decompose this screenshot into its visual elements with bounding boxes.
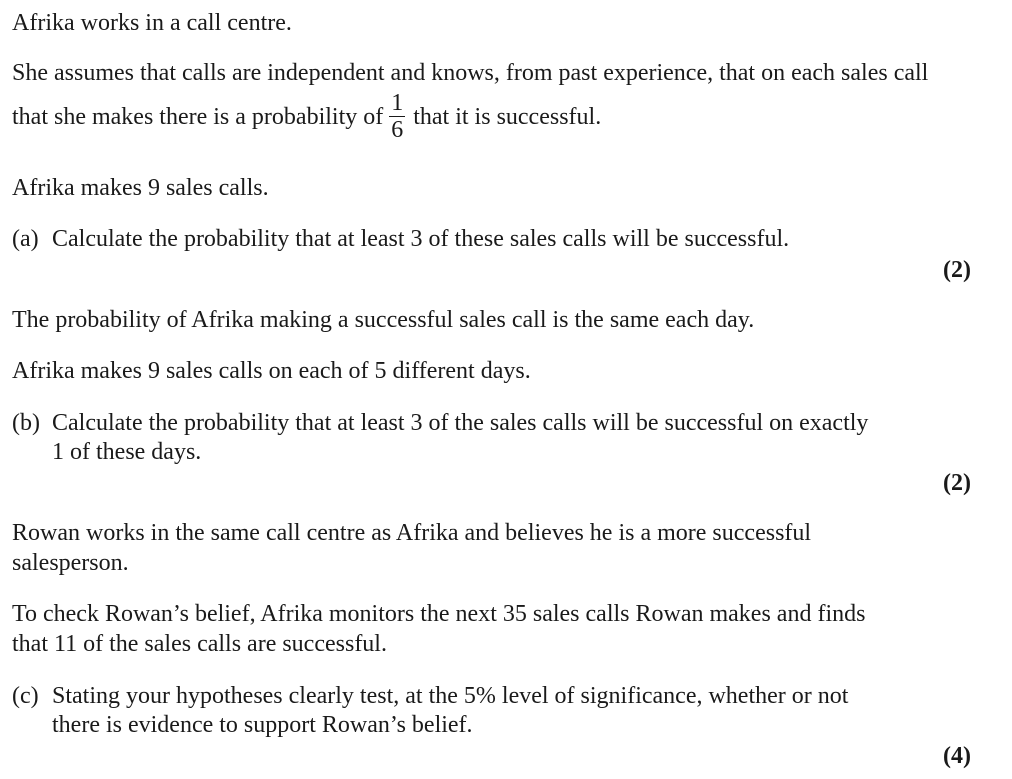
probability-fraction: [389, 90, 405, 143]
fraction-denominator: 6: [391, 117, 404, 143]
part-a-label: (a): [12, 226, 39, 252]
intro-line-3-before: that she makes there is a probability of: [12, 104, 384, 131]
intro-line-1: Afrika works in a call centre.: [12, 10, 292, 36]
intro-line-4: Afrika makes 9 sales calls.: [12, 175, 269, 201]
intro-line-3: [12, 92, 601, 145]
part-b-text-line-2: 1 of these days.: [52, 439, 202, 465]
part-a-marks: (2): [943, 257, 971, 283]
part-c-label: (c): [12, 683, 39, 709]
rowan-line-2: salesperson.: [12, 550, 129, 576]
intro-line-2: She assumes that calls are independent and knows, from past experience, that on each sales call: [12, 60, 929, 86]
part-b-marks: (2): [943, 470, 971, 496]
part-b-label: (b): [12, 410, 40, 436]
rowan-line-4: that 11 of the sales calls are successful.: [12, 631, 387, 657]
middle-line-2: Afrika makes 9 sales calls on each of 5 different days.: [12, 358, 531, 384]
part-a-text: Calculate the probability that at least 3 of these sales calls will be successful.: [52, 226, 790, 252]
intro-line-3-after: that it is successful.: [413, 104, 602, 131]
rowan-line-3: To check Rowan’s belief, Afrika monitors the next 35 sales calls Rowan makes and finds: [12, 601, 866, 627]
part-c-text-line-2: there is evidence to support Rowan’s belief.: [52, 712, 473, 738]
rowan-line-1: Rowan works in the same call centre as Afrika and believes he is a more successful: [12, 520, 812, 546]
middle-line-1: The probability of Afrika making a successful sales call is the same each day.: [12, 307, 755, 333]
part-c-text-line-1: Stating your hypotheses clearly test, at the 5% level of significance, whether or not: [52, 683, 849, 709]
part-b-text-line-1: Calculate the probability that at least 3 of the sales calls will be successful on exactly: [52, 410, 869, 436]
fraction-numerator: 1: [391, 90, 404, 116]
part-c-marks: (4): [943, 743, 971, 769]
